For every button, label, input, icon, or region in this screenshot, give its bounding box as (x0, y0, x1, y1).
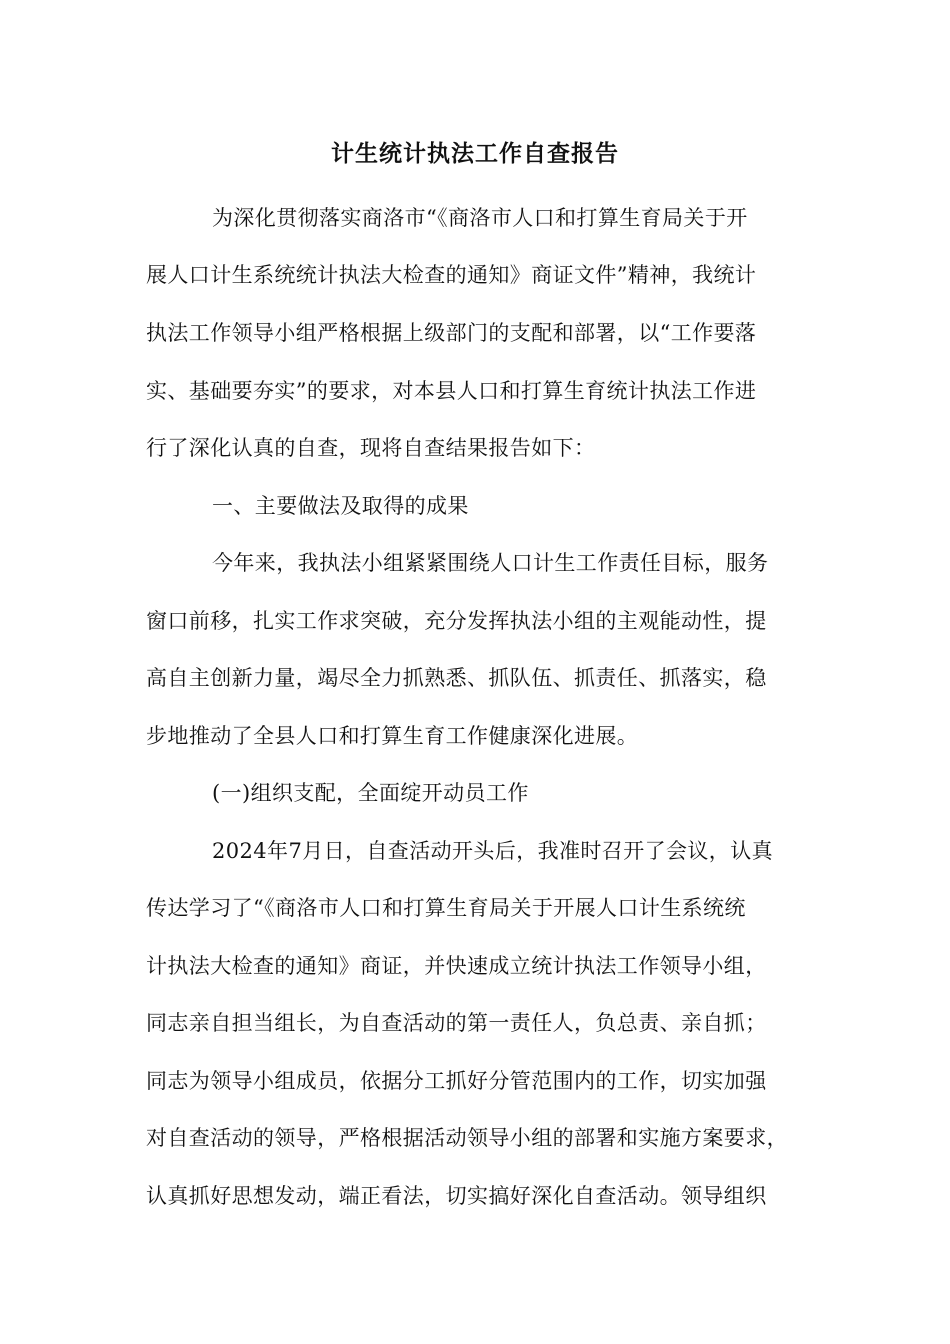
paragraph-line: 同志为领导小组成员，依据分工抓好分管范围内的工作，切实加强 (146, 1069, 767, 1093)
paragraph-line: 步地推动了全县人口和打算生育工作健康深化进展。 (146, 724, 639, 748)
paragraph-line: 2024年7月日，自查活动开头后，我准时召开了会议，认真 (212, 839, 774, 863)
document-title: 计生统计执法工作自查报告 (331, 140, 619, 167)
paragraph-line: 认真抓好思想发动，端正看法，切实搞好深化自查活动。领导组织 (146, 1184, 767, 1208)
subsection-heading: (一)组织支配，全面绽开动员工作 (212, 781, 529, 805)
paragraph-line: 高自主创新力量，竭尽全力抓熟悉、抓队伍、抓责任、抓落实，稳 (146, 666, 767, 690)
paragraph-line: 执法工作领导小组严格根据上级部门的支配和部署，以“工作要落 (146, 321, 757, 345)
paragraph-line: 实、基础要夯实”的要求，对本县人口和打算生育统计执法工作进 (146, 379, 757, 403)
paragraph-line: 对自查活动的领导，严格根据活动领导小组的部署和实施方案要求， (146, 1126, 788, 1150)
paragraph-line: 计执法大检查的通知》商证，并快速成立统计执法工作领导小组， (146, 954, 767, 978)
paragraph-line: 同志亲自担当组长，为自查活动的第一责任人，负总责、亲自抓； (146, 1011, 767, 1035)
paragraph-line: 窗口前移，扎实工作求突破，充分发挥执法小组的主观能动性，提 (146, 609, 767, 633)
paragraph-line: 今年来，我执法小组紧紧围绕人口计生工作责任目标，服务 (212, 551, 769, 575)
paragraph-line: 行了深化认真的自查，现将自查结果报告如下： (146, 436, 596, 460)
paragraph-line: 为深化贯彻落实商洛市“《商洛市人口和打算生育局关于开 (212, 206, 748, 230)
paragraph-line: 展人口计生系统统计执法大检查的通知》商证文件”精神，我统计 (146, 263, 757, 287)
section-heading: 一、主要做法及取得的成果 (212, 494, 469, 518)
paragraph-line: 传达学习了“《商洛市人口和打算生育局关于开展人口计生系统统 (146, 896, 746, 920)
